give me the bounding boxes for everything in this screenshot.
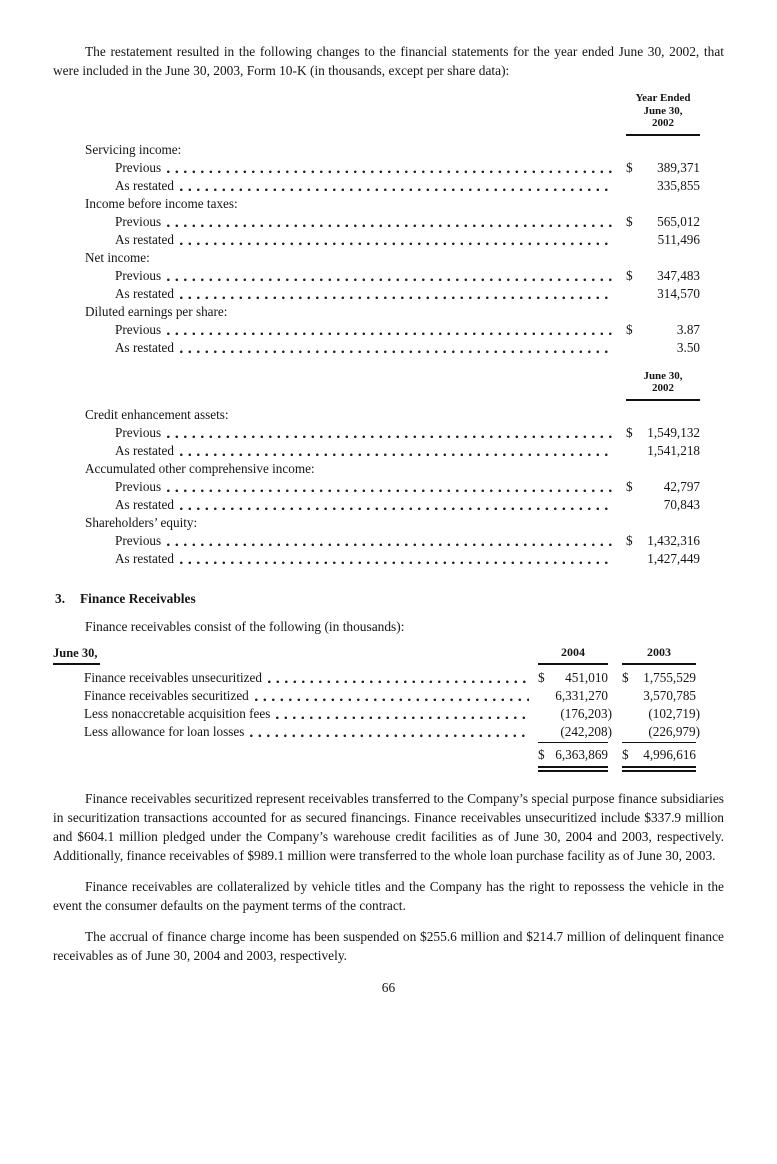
dot-leader xyxy=(167,332,613,336)
row-label: Previous xyxy=(115,267,162,283)
amount-value: 6,363,869 xyxy=(555,746,608,762)
dot-leader xyxy=(167,489,613,493)
dot-leader xyxy=(180,296,613,300)
currency-symbol: $ xyxy=(626,267,633,283)
dot-leader xyxy=(180,507,613,511)
page-number: 66 xyxy=(381,979,396,995)
group-label: Credit enhancement assets: xyxy=(85,406,229,422)
row-label: As restated xyxy=(115,339,174,355)
currency-symbol: $ xyxy=(626,478,633,494)
amount-value: 451,010 xyxy=(565,669,608,685)
table-row xyxy=(53,424,724,442)
row-label: Less allowance for loan losses xyxy=(84,723,245,739)
group-label-row xyxy=(53,195,724,213)
table-row xyxy=(53,321,724,339)
row-label: Previous xyxy=(115,424,162,440)
column-header-line: 2002 xyxy=(652,117,674,129)
column-header-june-30-2002 xyxy=(626,370,700,401)
amount-value: (102,719) xyxy=(648,705,700,721)
table-row xyxy=(53,687,724,705)
dot-leader xyxy=(167,278,613,282)
table-header-row xyxy=(53,645,724,665)
amount-value: 42,797 xyxy=(663,478,700,494)
amount-cell xyxy=(626,159,700,177)
amount-cell xyxy=(626,339,700,357)
table-row xyxy=(53,339,724,357)
amount-value: 1,427,449 xyxy=(647,550,700,566)
table-row xyxy=(53,478,724,496)
group-label: Diluted earnings per share: xyxy=(85,303,228,319)
amount-cell xyxy=(626,267,700,285)
amount-cell xyxy=(626,213,700,231)
group-label-row xyxy=(53,303,724,321)
dot-leader xyxy=(167,435,613,439)
table-row xyxy=(53,213,724,231)
amount-cell xyxy=(626,285,700,303)
dot-leader xyxy=(180,188,613,192)
amount-cell xyxy=(626,550,700,568)
column-header-line: June 30, xyxy=(643,104,683,117)
currency-symbol: $ xyxy=(538,669,545,685)
amount-value: 314,570 xyxy=(657,285,700,301)
amount-value: 1,549,132 xyxy=(647,424,700,440)
row-label: Less nonaccretable acquisition fees xyxy=(84,705,271,721)
table-row xyxy=(53,285,724,303)
column-header-line: June 30, xyxy=(643,369,683,382)
amount-cell-2003 xyxy=(622,705,700,723)
row-label: Previous xyxy=(115,478,162,494)
row-label: Previous xyxy=(115,159,162,175)
currency-symbol: $ xyxy=(626,321,633,337)
dot-leader xyxy=(268,680,529,684)
body-paragraph: The accrual of finance charge income has been suspended on $255.6 million and $214.7 million of delinquent finance receivables as of June 30, 2004 and 2003, respectively. xyxy=(53,928,724,963)
amount-cell-2003 xyxy=(622,687,696,705)
amount-value: (176,203) xyxy=(560,705,612,721)
amount-value: 70,843 xyxy=(663,496,700,512)
amount-value: 347,483 xyxy=(657,267,700,283)
group-label: Servicing income: xyxy=(85,141,182,157)
table-row xyxy=(53,159,724,177)
amount-cell-2004 xyxy=(538,723,612,741)
dot-leader xyxy=(180,242,613,246)
table-row xyxy=(53,723,724,741)
group-label-row xyxy=(53,249,724,267)
currency-symbol: $ xyxy=(622,669,629,685)
restatement-income-table xyxy=(53,92,724,357)
amount-value: 3.50 xyxy=(676,339,700,355)
row-label: As restated xyxy=(115,285,174,301)
amount-cell-2003 xyxy=(622,723,700,741)
dot-leader xyxy=(180,453,613,457)
table-row xyxy=(53,231,724,249)
amount-cell xyxy=(626,496,700,514)
currency-symbol: $ xyxy=(538,746,545,762)
currency-symbol: $ xyxy=(626,532,633,548)
currency-symbol: $ xyxy=(622,746,629,762)
amount-cell xyxy=(626,478,700,496)
row-label: As restated xyxy=(115,177,174,193)
amount-cell xyxy=(626,321,700,339)
table-row xyxy=(53,550,724,568)
group-label-row xyxy=(53,406,724,424)
amount-cell xyxy=(626,177,700,195)
amount-value: 389,371 xyxy=(657,159,700,175)
intro-paragraph: The restatement resulted in the following changes to the financial statements for the year ended June 30, 2002, that were included in the June 30, 2003, Form 10-K (in thousands, except per share data): xyxy=(53,44,724,78)
row-label: Finance receivables unsecuritized xyxy=(84,669,262,685)
table-row xyxy=(53,267,724,285)
amount-value: 511,496 xyxy=(657,231,700,247)
row-label: As restated xyxy=(115,442,174,458)
group-label-row xyxy=(53,460,724,478)
amount-value: 1,755,529 xyxy=(643,669,696,685)
amount-value: 4,996,616 xyxy=(643,746,696,762)
amount-cell xyxy=(626,231,700,249)
column-header-line: 2002 xyxy=(652,382,674,394)
section-number: 3. xyxy=(55,590,66,606)
amount-cell xyxy=(626,424,700,442)
dot-leader xyxy=(180,350,613,354)
table-row xyxy=(53,177,724,195)
row-axis-label: June 30, xyxy=(53,646,100,665)
amount-value: 1,541,218 xyxy=(647,442,700,458)
column-header-line: Year Ended xyxy=(635,92,691,104)
group-label: Shareholders’ equity: xyxy=(85,514,198,530)
amount-cell xyxy=(626,532,700,550)
section-heading xyxy=(53,589,724,608)
group-label: Income before income taxes: xyxy=(85,195,238,211)
amount-value: 565,012 xyxy=(657,213,700,229)
section-lead-sentence: Finance receivables consist of the following (in thousands): xyxy=(85,618,405,634)
row-label: Previous xyxy=(115,321,162,337)
amount-cell-2003 xyxy=(622,669,696,687)
table-row xyxy=(53,442,724,460)
amount-value: 335,855 xyxy=(657,177,700,193)
row-label: As restated xyxy=(115,550,174,566)
row-label: As restated xyxy=(115,231,174,247)
dot-leader xyxy=(167,224,613,228)
dot-leader xyxy=(250,734,529,738)
column-header-2004: 2004 xyxy=(538,645,608,665)
row-label: Previous xyxy=(115,213,162,229)
dot-leader xyxy=(180,561,613,565)
finance-receivables-table xyxy=(53,645,724,772)
dot-leader xyxy=(255,698,529,702)
table-header-row xyxy=(53,370,724,401)
row-label: As restated xyxy=(115,496,174,512)
amount-value: (226,979) xyxy=(648,723,700,739)
table-header-row xyxy=(53,92,724,136)
table-row xyxy=(53,496,724,514)
table-row xyxy=(53,532,724,550)
amount-cell-2004 xyxy=(538,687,608,705)
table-row xyxy=(53,705,724,723)
body-paragraph: Finance receivables are collateralized by vehicle titles and the Company has the right to repossess the vehicle in the event the consumer defaults on the payment terms of the contract. xyxy=(53,878,724,913)
column-header-2003: 2003 xyxy=(622,645,696,665)
amount-value: 6,331,270 xyxy=(555,687,608,703)
amount-cell xyxy=(626,442,700,460)
column-header-year-ended xyxy=(626,92,700,136)
amount-cell-2004 xyxy=(538,705,612,723)
currency-symbol: $ xyxy=(626,213,633,229)
total-amount-cell-2003 xyxy=(622,742,696,772)
dot-leader xyxy=(276,716,529,720)
total-amount-cell-2004 xyxy=(538,742,608,772)
restatement-balance-table xyxy=(53,370,724,568)
group-label: Net income: xyxy=(85,249,150,265)
table-total-row xyxy=(53,742,724,772)
dot-leader xyxy=(167,170,613,174)
group-label: Accumulated other comprehensive income: xyxy=(85,460,315,476)
table-row xyxy=(53,669,724,687)
row-axis-header xyxy=(53,645,538,665)
dot-leader xyxy=(167,543,613,547)
section-title: Finance Receivables xyxy=(80,590,196,606)
amount-value: 3.87 xyxy=(676,321,700,337)
body-paragraph: Finance receivables securitized represent receivables transferred to the Company’s special purpose finance subsidiaries in securitization transactions accounted for as secured financings. Finance receivables unsecuritized include $337.9 million and $604.1 million pledged under the Company’s warehouse credit facilities as of June 30, 2004 and 2003, respectively. Additionally, finance receivables of $989.1 million were transferred to the whole loan purchase facility as of June 30, 2003. xyxy=(53,790,724,863)
amount-value: (242,208) xyxy=(560,723,612,739)
row-label: Previous xyxy=(115,532,162,548)
currency-symbol: $ xyxy=(626,159,633,175)
group-label-row xyxy=(53,141,724,159)
amount-value: 3,570,785 xyxy=(643,687,696,703)
amount-cell-2004 xyxy=(538,669,608,687)
group-label-row xyxy=(53,514,724,532)
currency-symbol: $ xyxy=(626,424,633,440)
amount-value: 1,432,316 xyxy=(647,532,700,548)
row-label: Finance receivables securitized xyxy=(84,687,249,703)
